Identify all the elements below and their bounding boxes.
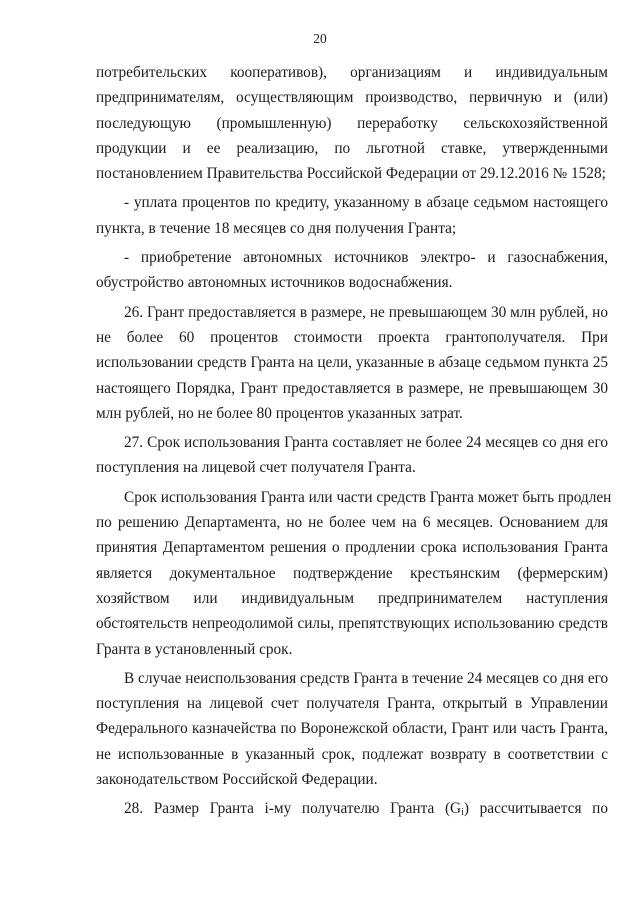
text-line-content: - приобретение автономных источников электро- и газоснабжения, [124, 249, 608, 267]
text-line-content: является документальное подтверждение крестьянским (фермерским) [96, 564, 608, 582]
text-line-content: потребительских кооперативов), организациям и индивидуальным [96, 64, 608, 81]
text-line [96, 401, 608, 426]
text-line-content: не использованные в указанный срок, подлежат возврату в соответствии с [96, 745, 608, 763]
text-line-content: не более 60 процентов стоимости проекта грантополучателя. При [96, 328, 608, 346]
text-line [96, 510, 608, 535]
text-line-content: поступления на лицевой счет получателя Гранта. [96, 459, 416, 477]
text-line [96, 300, 608, 325]
text-line [96, 666, 608, 691]
text-line-content: В случае неиспользования средств Гранта в течение 24 месяцев со дня его [124, 669, 609, 687]
text-line [96, 216, 608, 241]
text-line [96, 190, 608, 215]
text-line [96, 767, 608, 792]
text-line-content: поступления на лицевой счет получателя Гранта, открытый в Управлении [96, 695, 608, 713]
text-line-content: предпринимателям, осуществляющим производство, первичную и (или) [96, 89, 608, 107]
text-line [96, 561, 608, 586]
text-line-content: обустройство автономных источников водоснабжения. [96, 274, 453, 292]
text-line [96, 430, 608, 455]
text-line [96, 161, 608, 186]
text-line-content: пункта, в течение 18 месяцев со дня получения Гранта; [96, 219, 457, 237]
text-line-content: постановлением Правительства Российской Федерации от 29.12.2016 № 1528; [96, 165, 606, 183]
text-line-content: законодательством Российской Федерации. [96, 771, 378, 789]
text-line-content: хозяйством или индивидуальным предпринимателем наступления [96, 589, 608, 607]
text-line-content: 26. Грант предоставляется в размере, не превышающем 30 млн рублей, но [124, 303, 608, 321]
page-number: 20 [313, 31, 327, 46]
text-line [96, 742, 608, 767]
text-line-content: Срок использования Гранта или части средств Гранта может быть продлен [124, 488, 612, 506]
text-line [96, 535, 608, 560]
text-line [96, 85, 608, 110]
text-line [96, 455, 608, 480]
text-line [96, 270, 608, 295]
document-body [96, 60, 612, 822]
text-line-content: по решению Департамента, но не более чем на 6 месяцев. Основанием для [96, 514, 608, 532]
text-line [96, 376, 608, 401]
text-line-content: Федерального казначейства по Воронежской области, Грант или часть Гранта, [96, 720, 608, 738]
text-line [96, 611, 608, 636]
text-line-content: последующую (промышленную) переработку сельскохозяйственной [96, 114, 608, 132]
text-line [96, 325, 608, 350]
text-line [96, 796, 608, 821]
text-line-content: продукции и ее реализацию, по льготной ставке, утвержденными [96, 139, 608, 157]
text-line-content: использовании средств Гранта на цели, указанные в абзаце седьмом пункта 25 [96, 354, 608, 372]
text-line-content: обстоятельств непреодолимой силы, препятствующих использованию средств [96, 615, 608, 633]
text-line-content: настоящего Порядка, Грант предоставляется в размере, не превышающем 30 [96, 379, 608, 397]
text-line [96, 691, 608, 716]
text-line [96, 485, 612, 510]
text-line [96, 716, 608, 741]
text-line [96, 60, 608, 85]
text-line-tail: ) рассчитывается по [463, 800, 609, 818]
text-line [96, 136, 608, 161]
text-line [96, 637, 608, 662]
text-line [96, 111, 608, 136]
text-line [96, 586, 608, 611]
text-line-content: млн рублей, но не более 80 процентов указанных затрат. [96, 404, 463, 422]
text-line-content: - уплата процентов по кредиту, указанному в абзаце седьмом настоящего [124, 194, 608, 212]
text-line [96, 245, 608, 270]
text-line-content: принятия Департаментом решения о продлении срока использования Гранта [96, 539, 608, 557]
text-line-content: Гранта в установленный срок. [96, 640, 293, 658]
text-line [96, 350, 608, 375]
text-line-content: 27. Срок использования Гранта составляет не более 24 месяцев со дня его [124, 434, 608, 452]
text-line-content: 28. Размер Гранта i-му получателю Гранта (G [124, 800, 462, 818]
subscript: i [461, 807, 464, 819]
